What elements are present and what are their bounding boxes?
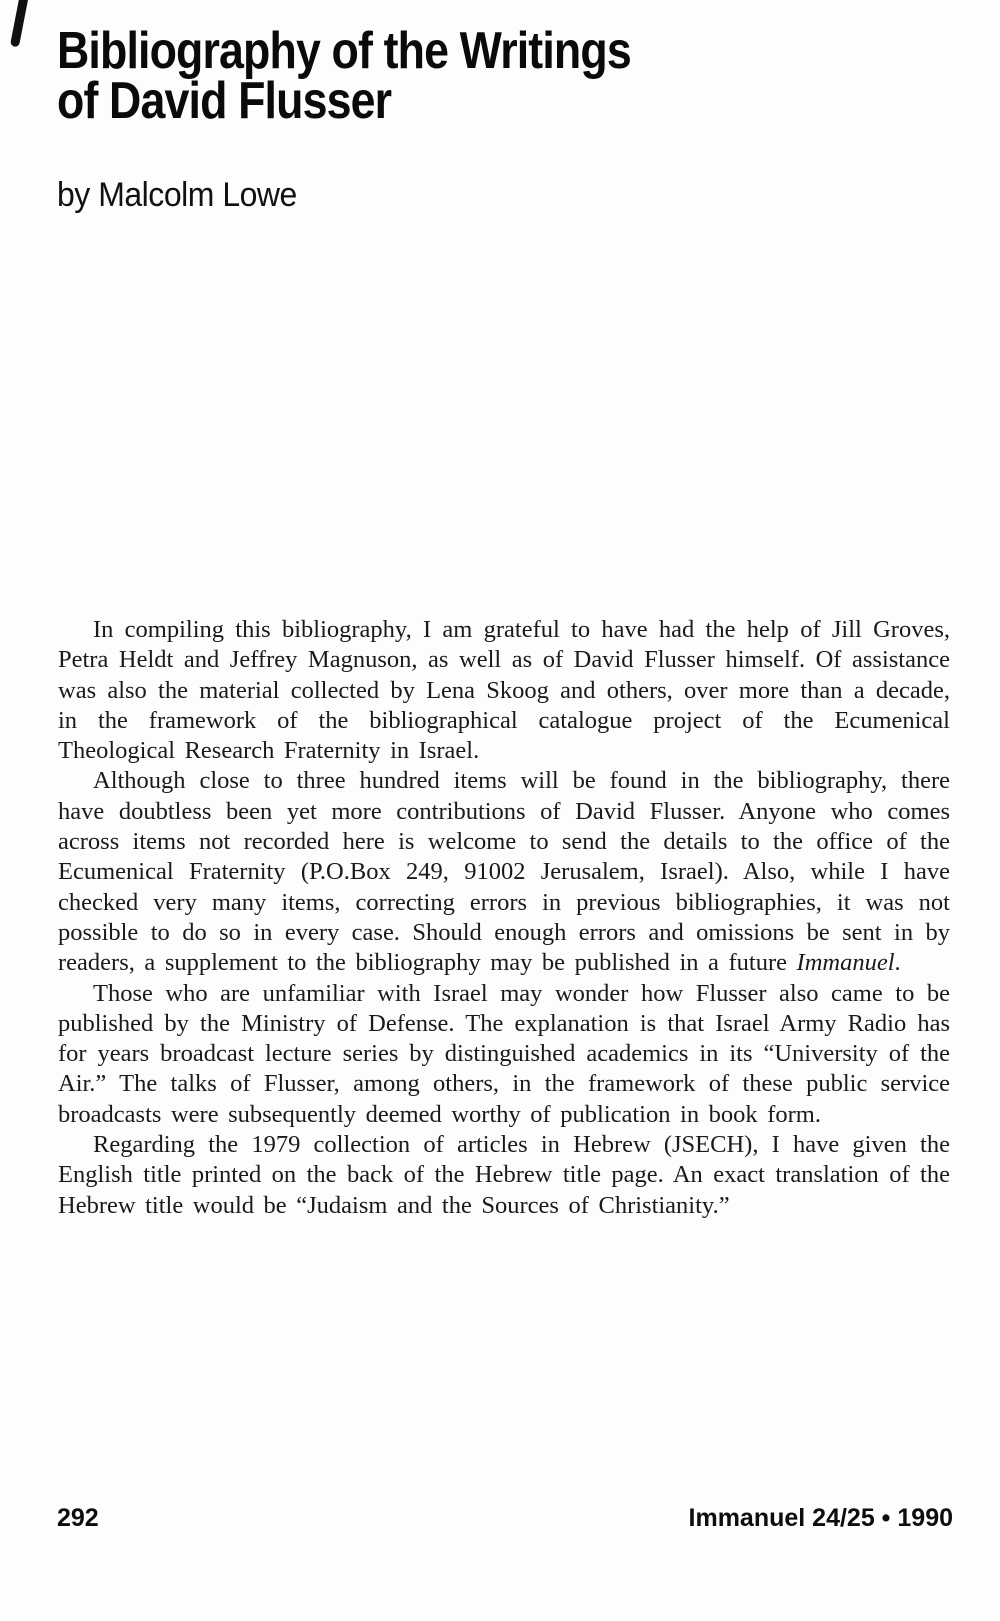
paragraph-2-text: Although close to three hundred items will be found in the bibliography, there have doubtless been yet more contributions of David Flusser. Anyone who comes across items not recorded here is welcome to send the details to the office of the Ecumenical Fraternity (P.O.Box 249, 91002 Jerusalem, Israel). Also, while I have checked very many items, correcting errors in previous bibliographies, it was not possible to do so in every case. Should enough errors and omissions be sent in by readers, a supplement to the bibliography may be published in a future	[58, 767, 950, 977]
title-line-2: of David Flusser	[57, 72, 392, 130]
article-title	[57, 22, 631, 130]
journal-name-italic: Immanuel	[796, 949, 895, 977]
page-footer	[57, 1504, 953, 1533]
article-body	[58, 615, 950, 1221]
journal-issue: Immanuel 24/25 • 1990	[688, 1504, 953, 1532]
title-line-1: Bibliography of the Writings	[57, 22, 631, 80]
paragraph-3: Those who are unfamiliar with Israel may wonder how Flusser also came to be published by the Ministry of Defense. The explanation is that Israel Army Radio has for years broadcast lecture series by distinguished academics in its “University of the Air.” The talks of Flusser, among others, in the framework of these public service broadcasts were subsequently deemed worthy of publication in book form.	[58, 979, 950, 1128]
paragraph-2	[58, 766, 950, 978]
paragraph-4: Regarding the 1979 collection of articles in Hebrew (JSECH), I have given the English title printed on the back of the Hebrew title page. An exact translation of the Hebrew title would be “Judaism and the Sources of Christianity.”	[58, 1131, 950, 1219]
page-number: 292	[57, 1504, 99, 1532]
paragraph-2-period: .	[894, 949, 901, 977]
paragraph-1: In compiling this bibliography, I am grateful to have had the help of Jill Groves, Petra Heldt and Jeffrey Magnuson, as well as of David Flusser himself. Of assistance was also the material collected by Lena Skoog and others, over more than a decade, in the framework of the bibliographical catalogue project of the Ecumenical Theological Research Fraternity in Israel.	[58, 616, 950, 765]
byline: by Malcolm Lowe	[57, 176, 297, 214]
scan-ink-mark	[10, 0, 29, 47]
